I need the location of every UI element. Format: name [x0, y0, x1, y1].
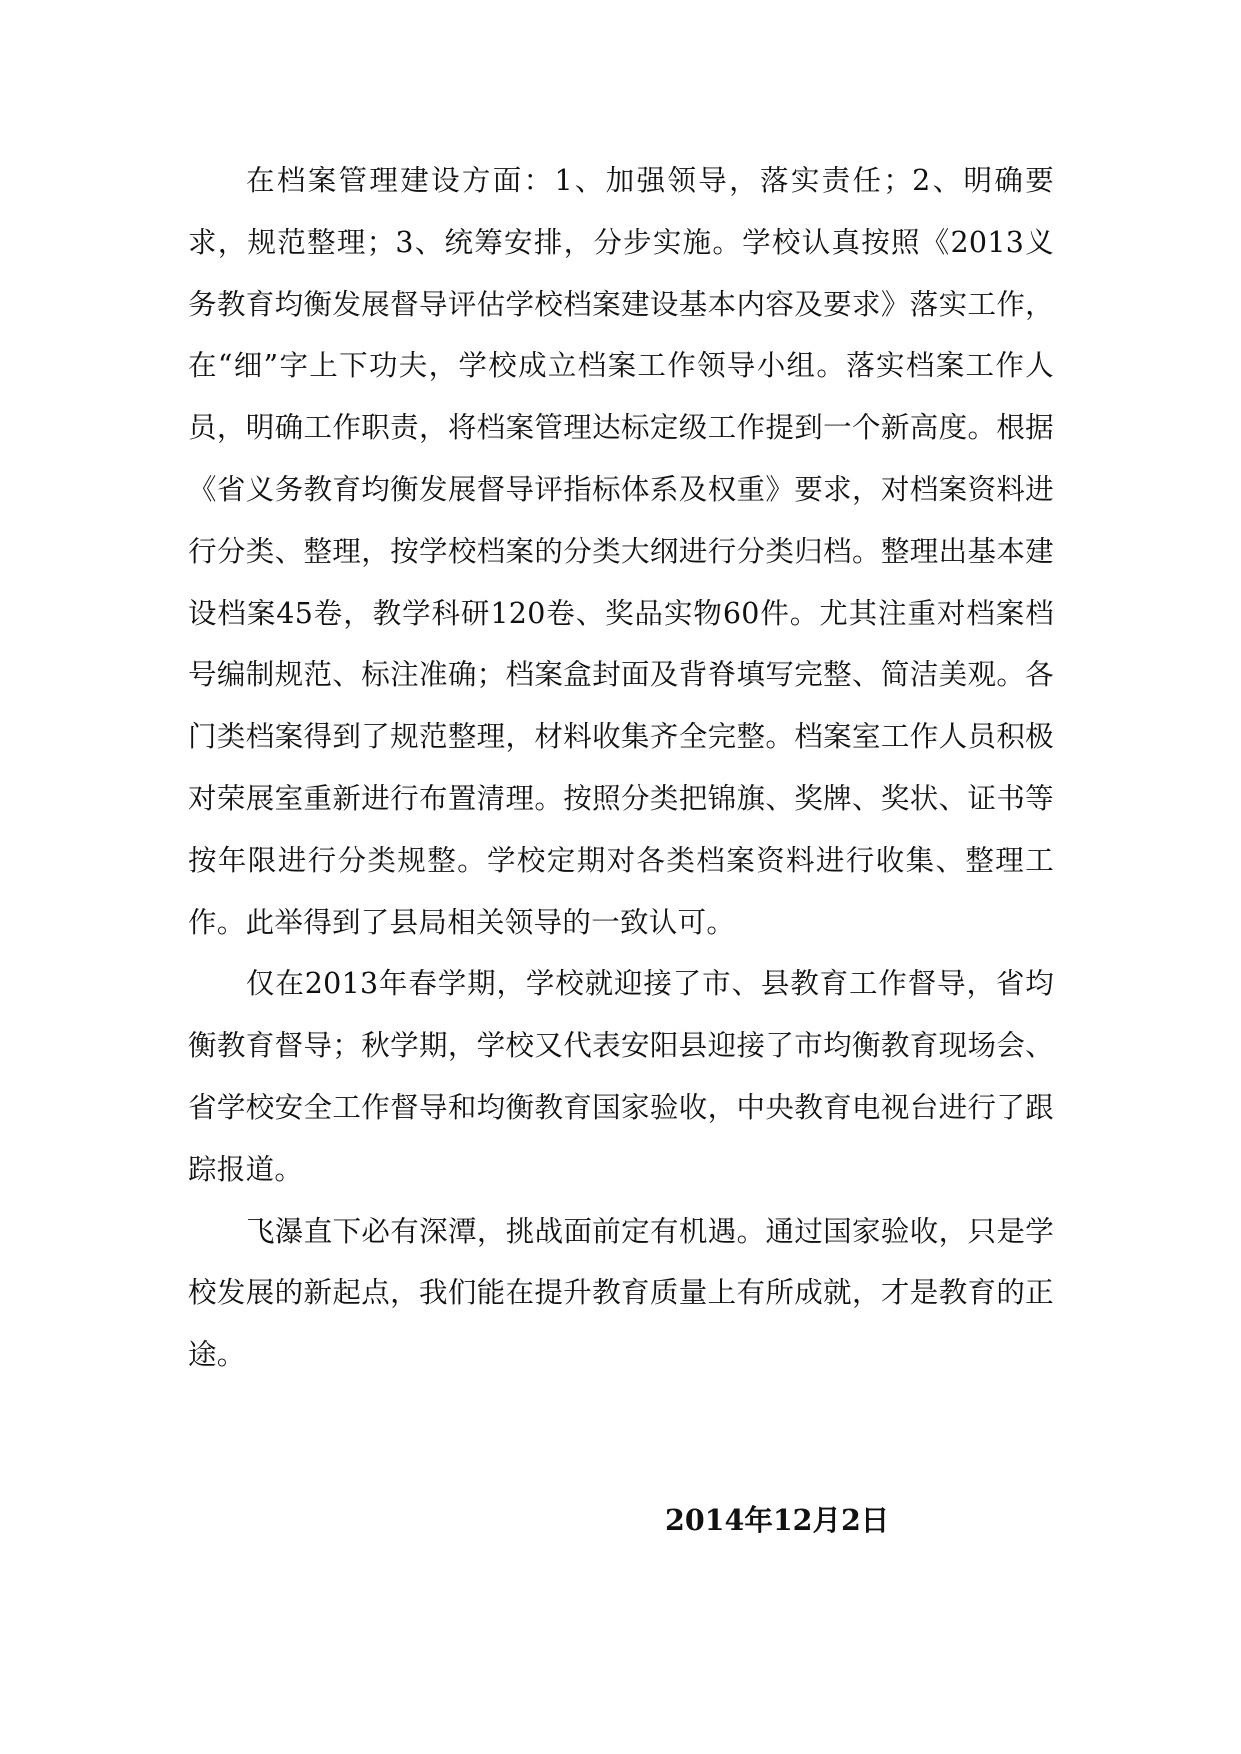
paragraph-conclusion: 飞瀑直下必有深潭，挑战面前定有机遇。通过国家验收，只是学校发展的新起点，我们能在提升教育质量上有所成就，才是教育的正途。 [188, 1214, 1054, 1372]
document-body [188, 150, 1054, 1386]
paragraph-inspections-2013: 仅在2013年春学期，学校就迎接了市、县教育工作督导，省均衡教育督导；秋学期，学校又代表安阳县迎接了市均衡教育现场会、省学校安全工作督导和均衡教育国家验收，中央教育电视台进行了跟踪报道。 [188, 967, 1054, 1186]
paragraph-archive-management: 在档案管理建设方面：1、加强领导，落实责任；2、明确要求，规范整理；3、统筹安排，分步实施。学校认真按照《2013义务教育均衡发展督导评估学校档案建设基本内容及要求》落实工作，在“细”字上下功夫，学校成立档案工作领导小组。落实档案工作人员，明确工作职责，将档案管理达标定级工作提到一个新高度。根据《省义务教育均衡发展督导评指标体系及权重》要求，对档案资料进行分类、整理，按学校档案的分类大纲进行分类归档。整理出基本建设档案45卷，教学科研120卷、奖品实物60件。尤其注重对档案档号编制规范、标注准确；档案盒封面及背脊填写完整、简洁美观。各门类档案得到了规范整理，材料收集齐全完整。档案室工作人员积极对荣展室重新进行布置清理。按照分类把锦旗、奖牌、奖状、证书等按年限进行分类规整。学校定期对各类档案资料进行收集、整理工作。此举得到了县局相关领导的一致认可。 [188, 164, 1054, 939]
document-date: 2014年12月2日 [665, 1503, 890, 1537]
